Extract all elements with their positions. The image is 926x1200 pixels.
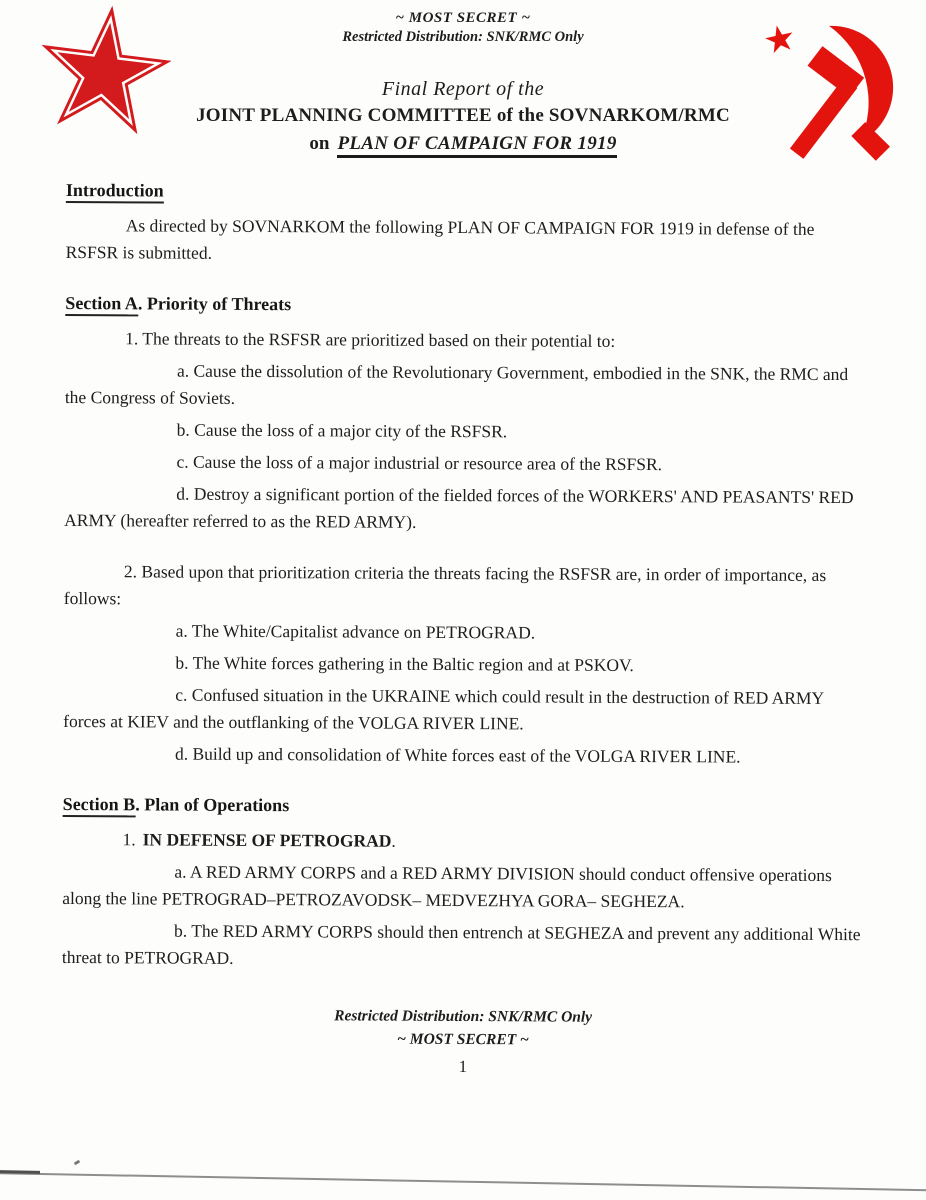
paragraph-b1 bbox=[62, 826, 862, 857]
section-b-heading bbox=[63, 791, 863, 822]
paragraph-a1: 1. The threats to the RSFSR are prioritized based on their potential to: bbox=[125, 328, 616, 351]
scan-edge-line bbox=[0, 1172, 926, 1192]
paragraph-a2b: b. The White forces gathering in the Baltic region and at PSKOV. bbox=[175, 652, 634, 675]
distribution-notice: Restricted Distribution: SNK/RMC Only bbox=[342, 29, 584, 45]
document-footer bbox=[0, 1003, 926, 1081]
paragraph-a1a: a. Cause the dissolution of the Revolutionary Government, embodied in the SNK, the RMC and the Congress of Soviets. bbox=[64, 360, 849, 408]
paragraph-b1b: b. The RED ARMY CORPS should then entrench at SEGHEZA and prevent any additional White threat to PETROGRAD. bbox=[61, 920, 861, 968]
paragraph-b1a: a. A RED ARMY CORPS and a RED ARMY DIVISION should conduct offensive operations along the line PETROGRAD–PETROZAVODSK– MEDVEZHYA GORA– SEGHEZA. bbox=[62, 861, 832, 912]
report-line: Final Report of the bbox=[381, 78, 545, 100]
red-star-icon bbox=[28, 4, 180, 144]
paragraph-b1-period: . bbox=[391, 830, 396, 851]
paragraph-a2: 2. Based upon that prioritization criteria the threats facing the RSFSR are, in order of importance, as follows: bbox=[63, 561, 827, 609]
scan-speck bbox=[74, 1160, 81, 1166]
footer-distribution-notice: Restricted Distribution: SNK/RMC Only bbox=[334, 1007, 593, 1026]
paragraph-a2c: c. Confused situation in the UKRAINE which could result in the destruction of RED ARMY forces at KIEV and the outflanking of the VOLGA RIVER LINE. bbox=[63, 684, 824, 734]
committee-title: JOINT PLANNING COMMITTEE of the SOVNARKOM/RMC bbox=[196, 105, 730, 126]
subject-prefix: on bbox=[309, 133, 330, 154]
paragraph-a1d: d. Destroy a significant portion of the fielded forces of the WORKERS' AND PEASANTS' RED ARMY (hereafter referred to as the RED ARMY). bbox=[64, 483, 854, 532]
intro-heading bbox=[66, 177, 866, 208]
subject-name: PLAN OF CAMPAIGN FOR 1919 bbox=[337, 133, 616, 158]
sickle-handle bbox=[851, 122, 890, 161]
classification-banner: ~ MOST SECRET ~ bbox=[395, 10, 531, 26]
emblem-star bbox=[763, 23, 796, 55]
paragraph-b1-number: 1. bbox=[122, 829, 136, 850]
document-body bbox=[62, 177, 866, 975]
paragraph-a1c: c. Cause the loss of a major industrial or resource area of the RSFSR. bbox=[176, 451, 663, 475]
section-b-title: . Plan of Operations bbox=[135, 794, 290, 816]
paragraph-a2d: d. Build up and consolidation of White forces east of the VOLGA RIVER LINE. bbox=[174, 743, 741, 767]
paragraph-a2a: a. The White/Capitalist advance on PETROGRAD. bbox=[175, 620, 536, 643]
section-a-heading bbox=[65, 290, 865, 321]
hammer-and-sickle-icon bbox=[752, 12, 906, 163]
section-b-label: Section B bbox=[63, 794, 136, 817]
paragraph-a1b: b. Cause the loss of a major city of the RSFSR. bbox=[176, 419, 508, 442]
intro-heading-text: Introduction bbox=[66, 180, 164, 204]
section-a-title: . Priority of Threats bbox=[137, 293, 292, 315]
footer-classification-banner: ~ MOST SECRET ~ bbox=[397, 1030, 529, 1049]
section-a-label: Section A bbox=[65, 293, 138, 316]
paragraph-b1-title: IN DEFENSE OF PETROGRAD bbox=[142, 829, 392, 851]
page-number: 1 bbox=[458, 1056, 468, 1077]
intro-paragraph: As directed by SOVNARKOM the following PLAN OF CAMPAIGN FOR 1919 in defense of the RSFSR is submitted. bbox=[65, 215, 815, 263]
